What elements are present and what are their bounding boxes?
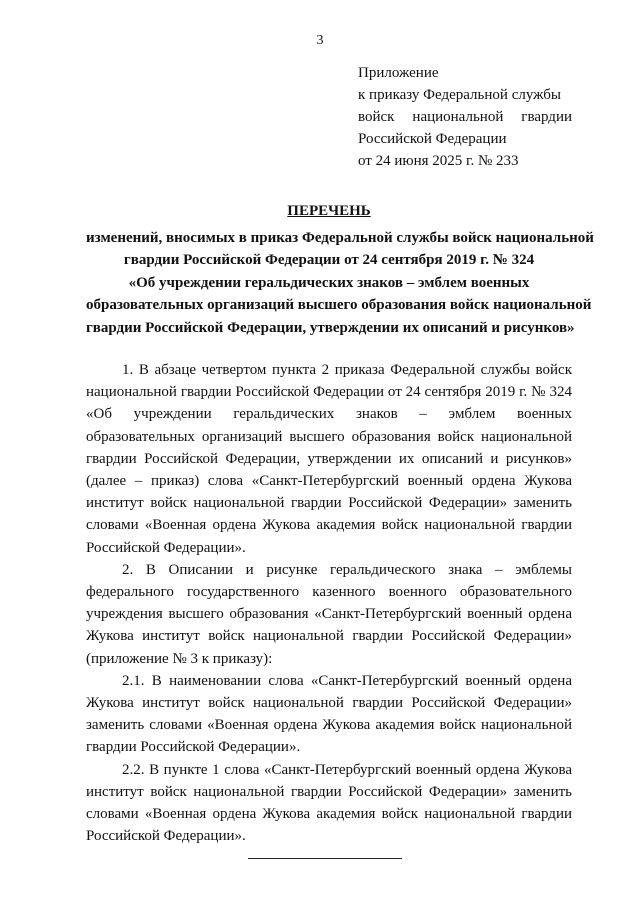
title-line: гвардии Российской Федерации, утверждении их описаний и рисунков»	[86, 319, 575, 336]
paragraph-2: 2. В Описании и рисунке геральдического знака – эмблемы федерального государственного казенного военного образовательного учреждения высшего образования «Санкт-Петербургский военный ордена Жукова институт войск национальной гвардии Российской Федерации» (приложение № 3 к приказу):	[86, 561, 572, 667]
document-title	[86, 200, 594, 339]
title-line: гвардии Российской Федерации от 24 сентября 2019 г. № 324	[123, 252, 535, 268]
annex-line: к приказу Федеральной службы	[358, 87, 562, 103]
end-divider	[248, 858, 402, 859]
title-line: изменений, вносимых в приказ Федеральной службы войск национальной	[86, 229, 594, 246]
paragraph-2-2: 2.2. В пункте 1 слова «Санкт-Петербургский военный ордена Жукова институт войск национальной гвардии Российской Федерации» заменить словами «Военная ордена Жукова академия войск национальной гвардии Российской Федерации».	[86, 761, 572, 845]
annex-line: Российской Федерации	[358, 131, 507, 147]
title-line: «Об учреждении геральдических знаков – эмблем военных	[128, 274, 530, 291]
title-line: образовательных организаций высшего образования войск национальной	[86, 297, 592, 313]
annex-block	[358, 62, 572, 172]
annex-line: войск национальной гвардии	[358, 109, 572, 125]
document-body	[86, 359, 572, 847]
paragraph-2-1: 2.1. В наименовании слова «Санкт-Петербургский военный ордена Жукова институт войск национальной гвардии Российской Федерации» заменить словами «Военная ордена Жукова академия войск национальной гвардии Российской Федерации».	[86, 672, 572, 756]
page-number: 3	[316, 33, 324, 48]
paragraph-1: 1. В абзаце четвертом пункта 2 приказа Федеральной службы войск национальной гвардии Российской Федерации от 24 сентября 2019 г. № 324 «Об учреждении геральдических знаков – эмблем военных образовательных организаций высшего образования войск национальной гвардии Российской Федерации, утверждении их описаний и рисунков» (далее – приказ) слова «Санкт-Петербургский военный ордена Жукова институт войск национальной гвардии Российской Федерации» заменить словами «Военная ордена Жукова академия войск национальной гвардии Российской Федерации».	[86, 362, 572, 556]
annex-line: Приложение	[358, 65, 439, 81]
title-heading: ПЕРЕЧЕНЬ	[287, 203, 371, 219]
annex-line: от 24 июня 2025 г. № 233	[358, 153, 519, 169]
